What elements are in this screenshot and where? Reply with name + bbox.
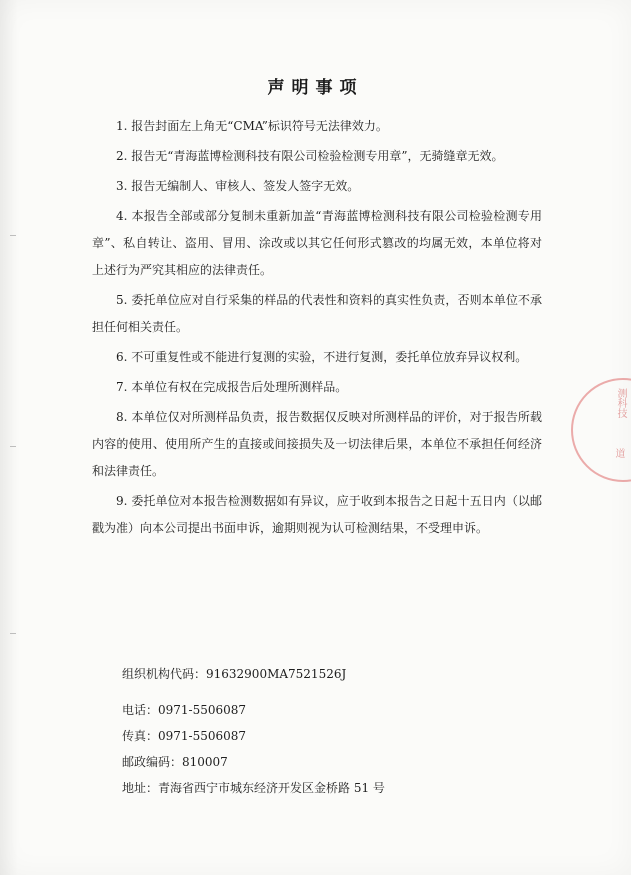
statement-body xyxy=(92,113,542,542)
phone-number: 电话：0971-5506087 xyxy=(122,703,247,717)
statement-item-4: 4. 本报告全部或部分复制未重新加盖“青海蓝博检测科技有限公司检验检测专用章”、私自转让、盗用、冒用、涂改或以其它任何形式篡改的均属无效，本单位将对上述行为严究其相应的法律责任。 xyxy=(92,209,542,277)
statement-item-7: 7. 本单位有权在完成报告后处理所测样品。 xyxy=(116,380,348,394)
org-code: 组织机构代码：91632900MA7521526J xyxy=(122,667,347,681)
address: 地址：青海省西宁市城东经济开发区金桥路 51 号 xyxy=(122,781,385,795)
statement-item-6: 6. 不可重复性或不能进行复测的实验，不进行复测，委托单位放弃异议权利。 xyxy=(116,350,528,364)
statement-item-2: 2. 报告无“青海蓝博检测科技有限公司检验检测专用章”，无骑缝章无效。 xyxy=(116,149,504,163)
postal-code: 邮政编码：810007 xyxy=(122,755,228,769)
statement-item-3: 3. 报告无编制人、审核人、签发人签字无效。 xyxy=(116,179,360,193)
contact-info xyxy=(122,661,385,801)
statement-item-5: 5. 委托单位应对自行采集的样品的代表性和资料的真实性负责，否则本单位不承担任何相关责任。 xyxy=(92,293,542,334)
seal-text-lower: 道 xyxy=(613,448,624,458)
page-title: 声明事项 xyxy=(267,78,364,98)
fax-number: 传真：0971-5506087 xyxy=(122,729,247,743)
page-left-edge xyxy=(0,0,18,875)
statement-item-1: 1. 报告封面左上角无“CMA”标识符号无法律效力。 xyxy=(116,119,388,133)
binding-mark xyxy=(10,235,16,236)
statement-item-8: 8. 本单位仅对所测样品负责，报告数据仅反映对所测样品的评价，对于报告所载内容的使用、使用所产生的直接或间接损失及一切法律后果，本单位不承担任何经济和法律责任。 xyxy=(92,410,542,478)
binding-mark xyxy=(10,633,16,634)
statement-item-9: 9. 委托单位对本报告检测数据如有异议，应于收到本报告之日起十五日内（以邮戳为准）向本公司提出书面申诉，逾期则视为认可检测结果，不受理申诉。 xyxy=(92,494,542,535)
seal-text-upper: 测科技 xyxy=(615,388,626,418)
binding-mark xyxy=(10,446,16,447)
